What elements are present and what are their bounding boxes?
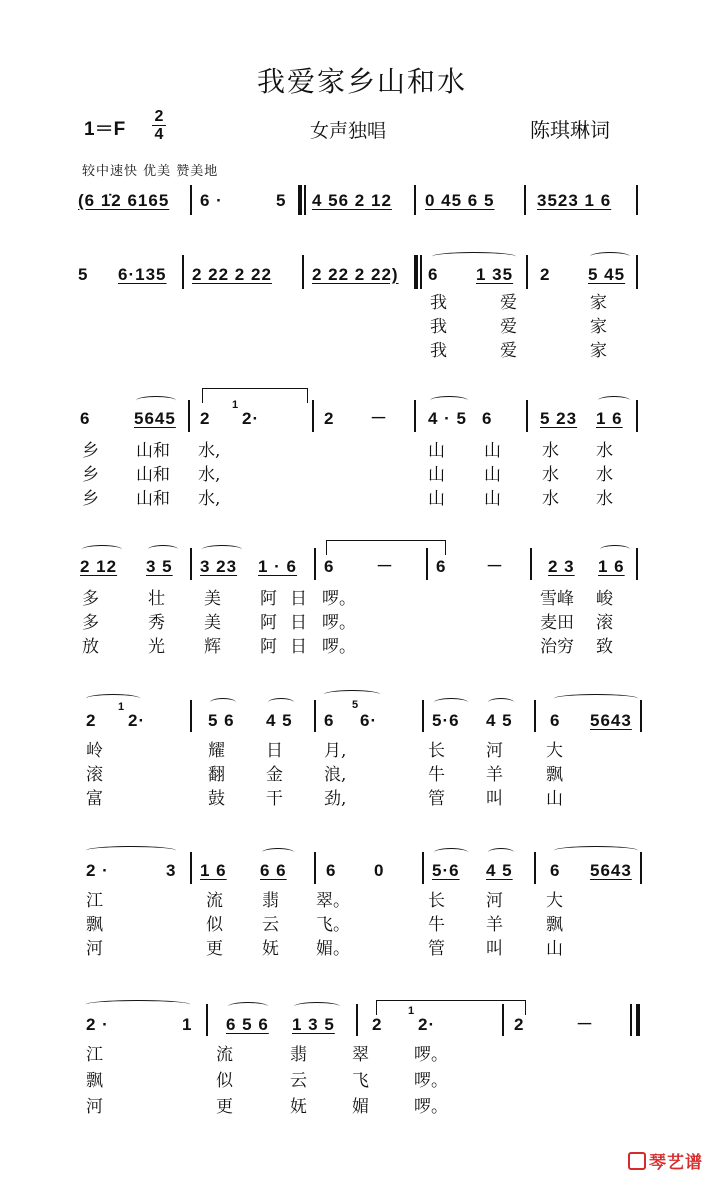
lyric: 叫: [486, 789, 503, 809]
barline: [426, 548, 428, 580]
note-group: 2 22 2 22): [312, 265, 399, 284]
lyric: 啰。: [414, 1071, 448, 1091]
lyric: 麦田: [540, 613, 574, 633]
note-group: 3523 1 6: [537, 191, 612, 210]
lyric: 家: [590, 341, 607, 361]
barline: [530, 548, 532, 580]
barline: [314, 548, 316, 580]
note-group: 2 12: [80, 557, 118, 576]
lyric: 水,: [198, 489, 221, 509]
lyric: 水: [596, 489, 613, 509]
lyric: 飞。: [316, 915, 350, 935]
note-group: 6 6: [260, 861, 287, 880]
lyric: 致: [596, 637, 613, 657]
slur: [228, 1002, 268, 1011]
slur: [554, 846, 638, 855]
lyric: 乡: [82, 489, 99, 509]
lyric: 似: [216, 1071, 233, 1091]
lyric: 秀: [148, 613, 165, 633]
lyric: 山和: [136, 441, 170, 461]
slur: [86, 1000, 190, 1009]
lyric: 山: [546, 939, 563, 959]
slur: [86, 846, 176, 855]
note-group: 6: [436, 557, 447, 576]
note-group: 4 5: [486, 711, 513, 730]
lyric: 水,: [198, 465, 221, 485]
barline: [356, 1004, 358, 1036]
lyric: 河: [86, 1097, 103, 1117]
barline: [526, 255, 528, 289]
tempo-marking: 较中速快 优美 赞美地: [82, 164, 219, 179]
final-barline: [636, 1004, 640, 1036]
note-group: －: [376, 557, 394, 576]
lyric: 爱: [500, 293, 517, 313]
lyric: 江: [86, 891, 103, 911]
lyric: 河: [486, 741, 503, 761]
slur: [598, 396, 630, 405]
lyric: 家: [590, 317, 607, 337]
note-group: 2: [372, 1015, 383, 1034]
lyric: 江: [86, 1045, 103, 1065]
lyric: 飞: [352, 1071, 369, 1091]
barline: [636, 255, 638, 289]
note-group: 2: [86, 711, 97, 730]
slur: [136, 396, 176, 405]
barline: [414, 185, 416, 215]
slur: [430, 396, 468, 405]
lyric: 阿: [260, 613, 277, 633]
lyric: 妩: [262, 939, 279, 959]
lyric: 飘: [546, 915, 563, 935]
note-group: －: [370, 409, 388, 428]
note-group: 6: [80, 409, 91, 428]
lyric: 长: [428, 741, 445, 761]
tie-bracket: [326, 540, 446, 555]
lyric: 爱: [500, 341, 517, 361]
note-group: 3: [166, 861, 177, 880]
lyric: 日: [290, 613, 307, 633]
lyric: 啰。: [414, 1045, 448, 1065]
barline: [182, 255, 184, 289]
lyric: 长: [428, 891, 445, 911]
lyric: 啰。: [322, 637, 356, 657]
lyric: 水: [596, 441, 613, 461]
note-group: 2: [540, 265, 551, 284]
lyric: 治穷: [540, 637, 574, 657]
note-group: 6 ·: [200, 191, 223, 210]
lyric: 滚: [86, 765, 103, 785]
lyric: 岭: [86, 741, 103, 761]
note-group: 5·6: [432, 711, 460, 730]
note-group: 4 56 2 12: [312, 191, 392, 210]
lyric: 似: [206, 915, 223, 935]
lyric: 阿: [260, 589, 277, 609]
lyric: 啰。: [322, 613, 356, 633]
lyric: 啰。: [414, 1097, 448, 1117]
lyric: 翠: [352, 1045, 369, 1065]
slur: [488, 698, 514, 707]
note-group: 5 45: [588, 265, 626, 284]
lyric: 乡: [82, 465, 99, 485]
barline: [422, 852, 424, 884]
barline: [526, 400, 528, 432]
note-group: 0: [374, 861, 385, 880]
note-group: 2 ·: [86, 861, 109, 880]
note-group: 4 5: [486, 861, 513, 880]
key-signature: 1＝F: [84, 119, 126, 140]
lyric: 叫: [486, 939, 503, 959]
lyric: 美: [204, 589, 221, 609]
grace-note: 1: [232, 399, 240, 411]
lyric: 多: [82, 589, 99, 609]
lyric: 水,: [198, 441, 221, 461]
note-group: 5645: [134, 409, 176, 428]
barline: [414, 400, 416, 432]
lyric: 羊: [486, 915, 503, 935]
slur: [210, 698, 236, 707]
note-group: 1: [182, 1015, 193, 1034]
lyric: 大: [546, 891, 563, 911]
lyric: 山和: [136, 465, 170, 485]
lyric: 劲,: [324, 789, 347, 809]
note-group: 4 5: [266, 711, 293, 730]
barline: [188, 400, 190, 432]
slur: [148, 545, 178, 554]
repeat-barline: [414, 255, 418, 289]
lyric: 月,: [324, 741, 347, 761]
lyric: 云: [262, 915, 279, 935]
lyric: 山: [428, 489, 445, 509]
note-group: 5643: [590, 861, 632, 880]
grace-note: 1: [408, 1005, 416, 1017]
lyric: 山: [484, 465, 501, 485]
lyric: 多: [82, 613, 99, 633]
lyric: 壮: [148, 589, 165, 609]
repeat-barline: [298, 185, 302, 215]
note-logo-icon: [628, 1152, 646, 1170]
slur: [268, 698, 294, 707]
lyric: 爱: [500, 317, 517, 337]
lyric: 牛: [428, 915, 445, 935]
slur: [488, 848, 514, 857]
barline: [640, 852, 642, 884]
lyric: 干: [266, 789, 283, 809]
lyric: 翻: [208, 765, 225, 785]
note-group: 6: [428, 265, 439, 284]
lyric: 管: [428, 789, 445, 809]
lyric: 更: [216, 1097, 233, 1117]
grace-note: 1: [118, 701, 126, 713]
note-group: 1 6: [598, 557, 625, 576]
lyric: 山: [428, 465, 445, 485]
lyric: 飘: [546, 765, 563, 785]
barline: [422, 700, 424, 732]
lyric: 翡: [290, 1045, 307, 1065]
barline: [314, 852, 316, 884]
barline: [190, 852, 192, 884]
barline: [302, 255, 304, 289]
lyric: 山和: [136, 489, 170, 509]
barline: [640, 700, 642, 732]
lyric: 水: [542, 441, 559, 461]
barline: [502, 1004, 504, 1036]
page-title: 我爱家乡山和水: [256, 65, 467, 98]
note-group: 6·: [360, 711, 378, 730]
barline: [206, 1004, 208, 1036]
barline: [534, 700, 536, 732]
note-group: 2: [200, 409, 211, 428]
slur: [86, 694, 140, 703]
lyric: 飘: [86, 1071, 103, 1091]
lyric: 耀: [208, 741, 225, 761]
lyric: 河: [86, 939, 103, 959]
lyric: 河: [486, 891, 503, 911]
lyric: 浪,: [324, 765, 347, 785]
lyric: 山: [484, 441, 501, 461]
lyric: 牛: [428, 765, 445, 785]
lyric: 羊: [486, 765, 503, 785]
barline: [636, 548, 638, 580]
lyric: 美: [204, 613, 221, 633]
time-signature: 2 4: [152, 108, 166, 143]
lyric: 乡: [82, 441, 99, 461]
note-group: 5: [276, 191, 287, 210]
note-group: 4 · 5: [428, 409, 468, 428]
note-group: 5·6: [432, 861, 460, 880]
lyric: 日: [290, 637, 307, 657]
lyric: 翡: [262, 891, 279, 911]
lyric: 水: [596, 465, 613, 485]
lyric: 水: [542, 489, 559, 509]
lyric: 云: [290, 1071, 307, 1091]
lyric: 阿: [260, 637, 277, 657]
note-group: －: [576, 1015, 594, 1034]
note-group: 3 23: [200, 557, 238, 576]
watermark-logo: 琴艺谱: [628, 1148, 703, 1173]
note-group: 6 5 6: [226, 1015, 269, 1034]
repeat-barline: [420, 255, 422, 289]
lyric: 峻: [596, 589, 613, 609]
note-group: 1 3 5: [292, 1015, 335, 1034]
repeat-barline: [304, 185, 306, 215]
lyric: 雪峰: [540, 589, 574, 609]
lyric: 媚: [352, 1097, 369, 1117]
lyric: 日: [266, 741, 283, 761]
note-group: 5643: [590, 711, 632, 730]
slur: [434, 848, 468, 857]
lyric: 更: [206, 939, 223, 959]
note-group: 3 5: [146, 557, 173, 576]
lyric: 辉: [204, 637, 221, 657]
lyric: 媚。: [316, 939, 350, 959]
note-group: 2: [514, 1015, 525, 1034]
lyric: 鼓: [208, 789, 225, 809]
note-group: 2 22 2 22: [192, 265, 272, 284]
performance-type: 女声独唱: [310, 120, 387, 142]
lyric: 滚: [596, 613, 613, 633]
barline: [190, 700, 192, 732]
note-group: 2·: [242, 409, 260, 428]
slur: [324, 690, 380, 699]
lyric: 家: [590, 293, 607, 313]
note-group: 5: [78, 265, 89, 284]
lyric: 山: [428, 441, 445, 461]
lyric: 啰。: [322, 589, 356, 609]
note-group: 1 · 6: [258, 557, 298, 576]
slur: [294, 1002, 340, 1011]
note-group: 2 ·: [86, 1015, 109, 1034]
slur: [82, 545, 122, 554]
note-group: 6: [550, 861, 561, 880]
barline: [190, 548, 192, 580]
note-group: 2·: [128, 711, 146, 730]
lyric: 水: [542, 465, 559, 485]
lyric: 山: [546, 789, 563, 809]
slur: [432, 252, 516, 261]
lyric: 管: [428, 939, 445, 959]
slur: [262, 848, 294, 857]
lyric: 富: [86, 789, 103, 809]
barline: [314, 700, 316, 732]
note-group: (6 1̇2 6165: [78, 191, 170, 210]
note-group: 1 6: [596, 409, 623, 428]
note-group: 5 6: [208, 711, 235, 730]
note-group: 6: [550, 711, 561, 730]
grace-note: 5: [352, 699, 360, 711]
lyric: 流: [216, 1045, 233, 1065]
note-group: 2·: [418, 1015, 436, 1034]
note-group: 6: [324, 557, 335, 576]
lyricist: 陈琪琳词: [530, 118, 610, 142]
note-group: 2: [324, 409, 335, 428]
barline: [312, 400, 314, 432]
note-group: 6·135: [118, 265, 167, 284]
tie-bracket: [202, 388, 308, 403]
slur: [590, 252, 630, 261]
lyric: 放: [82, 637, 99, 657]
lyric: 流: [206, 891, 223, 911]
lyric: 我: [430, 341, 447, 361]
note-group: 1 35: [476, 265, 514, 284]
lyric: 日: [290, 589, 307, 609]
lyric: 翠。: [316, 891, 350, 911]
note-group: 2 3: [548, 557, 575, 576]
lyric: 大: [546, 741, 563, 761]
lyric: 我: [430, 317, 447, 337]
lyric: 我: [430, 293, 447, 313]
final-barline: [630, 1004, 632, 1036]
note-group: 1 6: [200, 861, 227, 880]
barline: [190, 185, 192, 215]
note-group: 6: [324, 711, 335, 730]
note-group: 0 45 6 5: [425, 191, 495, 210]
barline: [636, 185, 638, 215]
note-group: 5 23: [540, 409, 578, 428]
slur: [434, 698, 468, 707]
lyric: 山: [484, 489, 501, 509]
lyric: 妩: [290, 1097, 307, 1117]
note-group: 6: [482, 409, 493, 428]
slur: [202, 545, 242, 554]
lyric: 金: [266, 765, 283, 785]
note-group: －: [486, 557, 504, 576]
barline: [524, 185, 526, 215]
barline: [534, 852, 536, 884]
slur: [554, 694, 638, 703]
note-group: 6: [326, 861, 337, 880]
lyric: 光: [148, 637, 165, 657]
slur: [600, 545, 630, 554]
barline: [636, 400, 638, 432]
lyric: 飘: [86, 915, 103, 935]
